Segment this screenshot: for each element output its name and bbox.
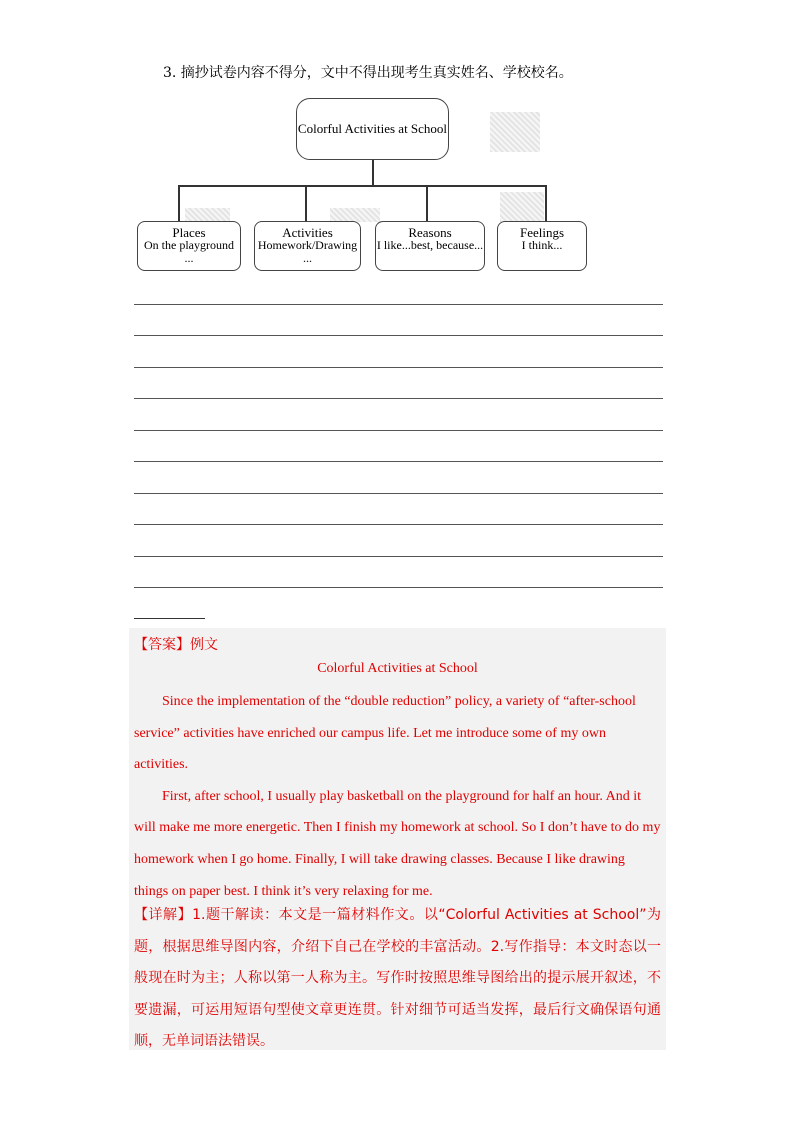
connector [426,185,428,221]
answer-box [129,628,666,1050]
watermark-stamp [185,208,230,222]
essay-body [134,686,661,907]
mind-map [0,0,800,290]
writing-line[interactable] [134,524,663,525]
essay-paragraph: First, after school, I usually play basketball on the playground for half an hour. And it will make me more energetic. Then I finish my homework at school. So I don’t have to do my homework when I go home. Finally, I will take drawing classes. Because I like drawing things on paper best. I think it’s very relaxing for me. [134,788,661,899]
mind-map-root [296,98,449,160]
answer-tag: 【答案】例文 [134,637,218,653]
exam-note: 3. 摘抄试卷内容不得分，文中不得出现考生真实姓名、学校校名。 [163,65,573,81]
node-title: Places [172,225,206,240]
writing-line[interactable] [134,398,663,399]
mind-map-node-activities [254,221,361,271]
writing-line[interactable] [134,335,663,336]
mind-map-node-feelings [497,221,587,271]
watermark-stamp [490,112,540,152]
watermark-stamp [500,192,544,222]
separator-line [134,618,205,619]
node-line: On the playground [144,238,234,252]
node-line: ... [303,251,312,265]
writing-line[interactable] [134,430,663,431]
writing-line[interactable] [134,587,663,588]
mind-map-node-places [137,221,241,271]
connector [545,185,547,221]
node-line: ... [184,251,194,265]
connector [372,160,374,186]
essay-title: Colorful Activities at School [317,661,478,676]
writing-line[interactable] [134,367,663,368]
node-title: Reasons [408,225,452,240]
node-title: Activities [282,225,333,240]
writing-line[interactable] [134,304,663,305]
watermark-stamp [330,208,380,222]
essay-paragraph: Since the implementation of the “double reduction” policy, a variety of “after-school service” activities have enriched our campus life. Let me introduce some of my own activities. [134,694,636,773]
node-title: Feelings [519,225,565,240]
node-line: I think... [521,238,563,252]
connector [305,185,307,221]
connector [178,185,180,221]
root-label: Colorful Activities at School [297,121,448,136]
writing-line[interactable] [134,556,663,557]
writing-line[interactable] [134,461,663,462]
node-line: I like...best, because... [376,238,484,252]
detail-explanation: 【详解】1.题干解读：本文是一篇材料作文。以“Colorful Activities at School”为题，根据思维导图内容，介绍下自己在学校的丰富活动。2.写作指导：本文时态以一般现在时为主；人称以第一人称为主。写作时按照思维导图给出的提示展开叙述，不要遗漏，可运用短语句型使文章更连贯。针对细节可适当发挥，最后行文确保语句通顺，无单词语法错误。 [134,907,661,1050]
connector [178,185,546,187]
writing-line[interactable] [134,493,663,494]
mind-map-node-reasons [375,221,485,271]
node-line: Homework/Drawing [257,238,358,252]
